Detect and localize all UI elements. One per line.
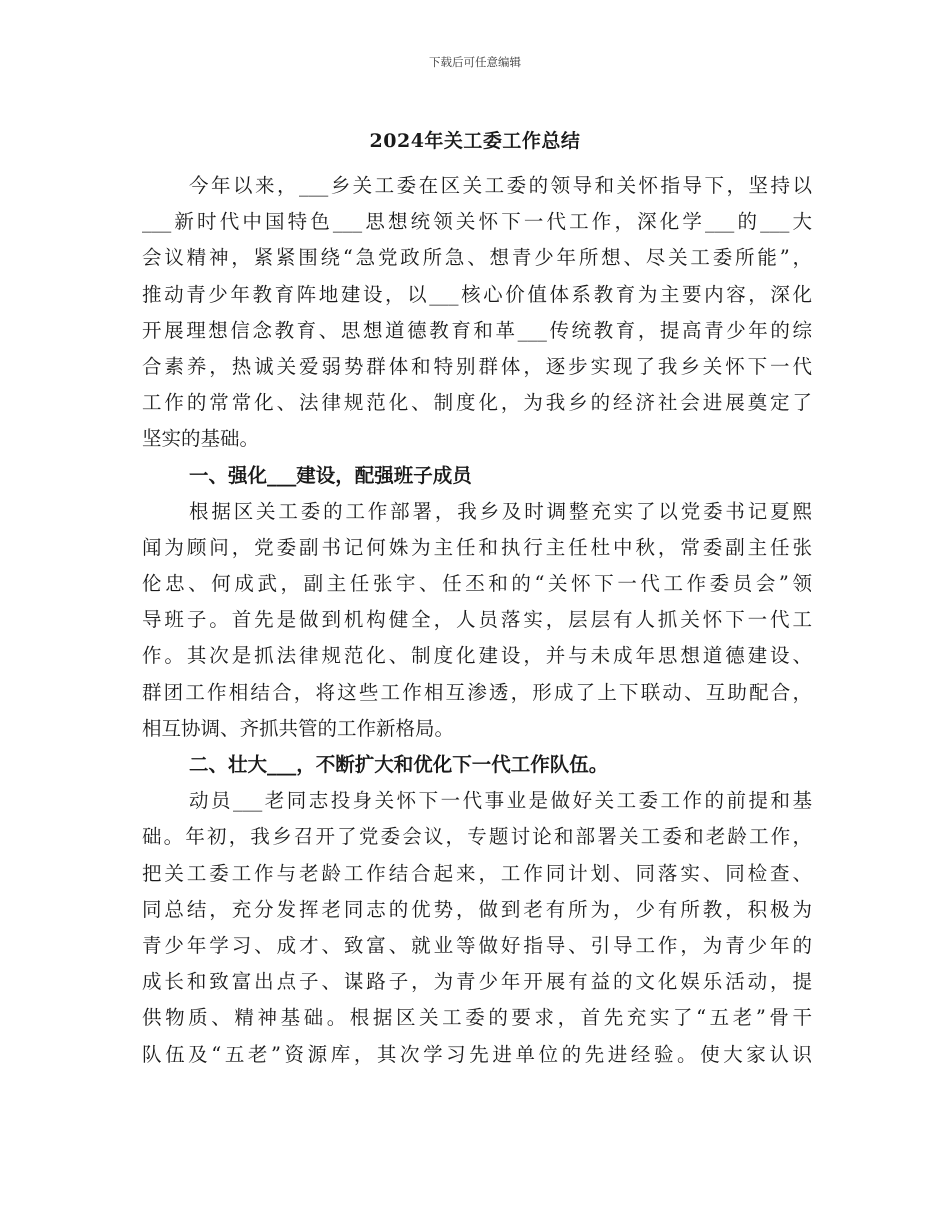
text-line: 青少年学习、成才、致富、就业等做好指导、引导工作，为青少年的: [142, 933, 812, 957]
text-line: 队伍及“五老”资源库，其次学习先进单位的先进经验。使大家认识: [142, 1042, 812, 1066]
text-line: 导班子。首先是做到机构健全，人员落实，层层有人抓关怀下一代工: [142, 608, 812, 632]
text-line: 合素养，热诚关爱弱势群体和特别群体，逐步实现了我乡关怀下一代: [142, 354, 812, 378]
text-line: 同总结，充分发挥老同志的优势，做到老有所为，少有所教，积极为: [142, 897, 812, 921]
text-line: 伦忠、何成武，副主任张宇、任丕和的“关怀下一代工作委员会”领: [142, 572, 812, 596]
text-line: 作。其次是抓法律规范化、制度化建设，并与未成年思想道德建设、: [142, 644, 812, 668]
text-line: ___新时代中国特色___思想统领关怀下一代工作，深化学___的___大: [142, 210, 812, 234]
document-title: 2024年关工委工作总结: [369, 130, 581, 152]
text-line: 开展理想信念教育、思想道德教育和革___传统教育，提高青少年的综: [142, 318, 812, 342]
text-line: 闻为顾问，党委副书记何姝为主任和执行主任杜中秋，常委副主任张: [142, 535, 812, 559]
text-line: 动员___老同志投身关怀下一代事业是做好关工委工作的前提和基: [189, 789, 812, 813]
header-note: 下载后可任意编辑: [429, 55, 521, 69]
text-line: 工作的常常化、法律规范化、制度化，为我乡的经济社会进展奠定了: [142, 391, 812, 415]
text-line: 相互协调、齐抓共管的工作新格局。: [142, 716, 455, 740]
section-heading: 二、壮大___，不断扩大和优化下一代工作队伍。: [189, 753, 609, 776]
text-line: 础。年初，我乡召开了党委会议，专题讨论和部署关工委和老龄工作，: [142, 825, 812, 849]
text-line: 把关工委工作与老龄工作结合起来，工作同计划、同落实、同检查、: [142, 861, 812, 885]
text-line: 坚实的基础。: [142, 427, 260, 451]
text-line: 会议精神，紧紧围绕“急党政所急、想青少年所想、尽关工委所能”，: [142, 246, 812, 270]
text-line: 今年以来，___乡关工委在区关工委的领导和关怀指导下，坚持以: [189, 174, 812, 197]
text-line: 根据区关工委的工作部署，我乡及时调整充实了以党委书记夏熙: [189, 499, 812, 523]
document-body: [142, 168, 812, 1073]
text-line: 推动青少年教育阵地建设，以___核心价值体系教育为主要内容，深化: [142, 282, 812, 306]
text-line: 成长和致富出点子、谋路子，为青少年开展有益的文化娱乐活动，提: [142, 970, 812, 994]
text-line: 群团工作相结合，将这些工作相互渗透，形成了上下联动、互助配合，: [142, 680, 812, 704]
section-heading: 一、强化___建设，配强班子成员: [189, 463, 472, 487]
text-line: 供物质、精神基础。根据区关工委的要求，首先充实了“五老”骨干: [142, 1006, 812, 1030]
